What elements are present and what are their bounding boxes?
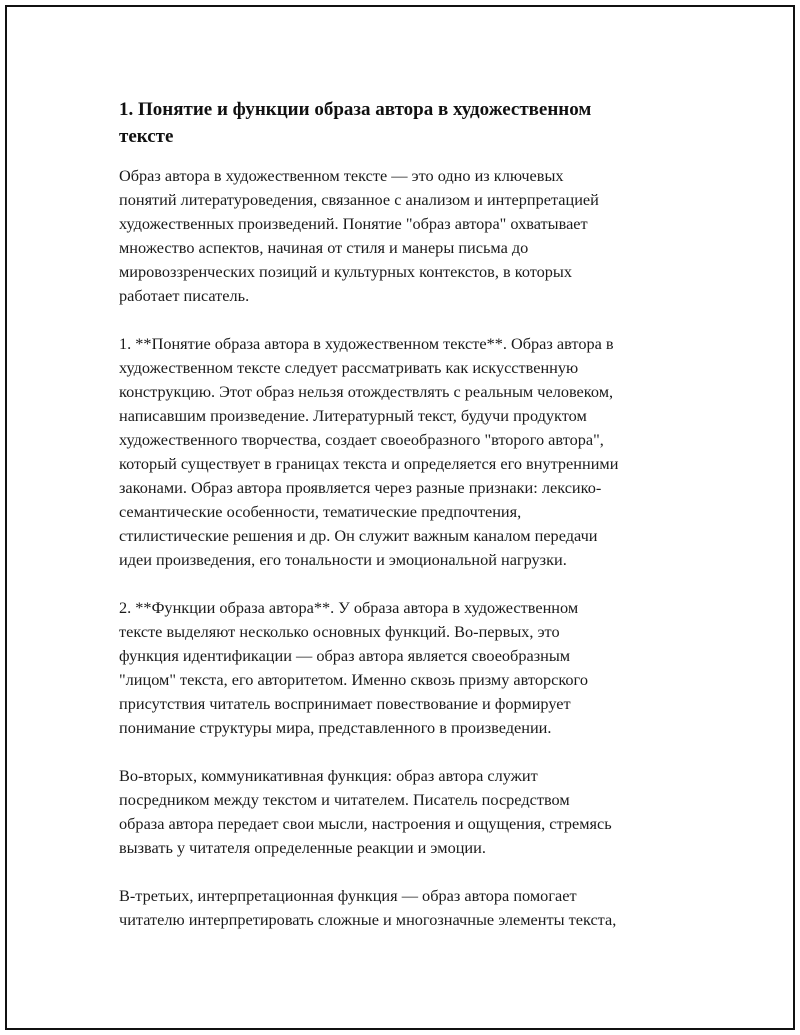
text-line: идеи произведения, его тональности и эмоциональной нагрузки. <box>119 550 567 569</box>
text-line: написавшим произведение. Литературный текст, будучи продуктом <box>119 406 587 425</box>
heading-line: 1. Понятие и функции образа автора в художественном <box>119 99 592 120</box>
text-line: мировоззренческих позиций и культурных контекстов, в которых <box>119 262 573 281</box>
text-line: законами. Образ автора проявляется через разные признаки: лексико- <box>119 478 602 497</box>
document-content <box>119 96 699 956</box>
concept-paragraph <box>119 332 699 572</box>
text-line: множество аспектов, начиная от стиля и манеры письма до <box>119 238 529 257</box>
text-line: художественном тексте следует рассматривать как искусственную <box>119 358 579 377</box>
text-line: функция идентификации — образ автора является своеобразным <box>119 646 571 665</box>
text-line: конструкцию. Этот образ нельзя отождествлять с реальным человеком, <box>119 382 614 401</box>
text-line: образа автора передает свои мысли, настроения и ощущения, стремясь <box>119 814 612 833</box>
text-line: стилистические решения и др. Он служит важным каналом передачи <box>119 526 598 545</box>
communicative-paragraph <box>119 764 699 860</box>
text-line: читателю интерпретировать сложные и многозначные элементы текста, <box>119 910 617 929</box>
intro-paragraph <box>119 164 699 308</box>
text-line: посредником между текстом и читателем. Писатель посредством <box>119 790 570 809</box>
text-line: 2. **Функции образа автора**. У образа автора в художественном <box>119 598 579 617</box>
text-line: 1. **Понятие образа автора в художественном тексте**. Образ автора в <box>119 334 614 353</box>
text-line: семантические особенности, тематические предпочтения, <box>119 502 522 521</box>
text-line: который существует в границах текста и определяется его внутренними <box>119 454 619 473</box>
text-line: художественного творчества, создает своеобразного "второго автора", <box>119 430 604 449</box>
interpretive-paragraph <box>119 884 699 932</box>
section-heading <box>119 96 699 150</box>
text-line: Во-вторых, коммуникативная функция: образ автора служит <box>119 766 538 785</box>
text-line: понятий литературоведения, связанное с анализом и интерпретацией <box>119 190 599 209</box>
functions-paragraph <box>119 596 699 740</box>
text-line: тексте выделяют несколько основных функций. Во-первых, это <box>119 622 560 641</box>
text-line: художественных произведений. Понятие "образ автора" охватывает <box>119 214 588 233</box>
text-line: вызвать у читателя определенные реакции и эмоции. <box>119 838 486 857</box>
heading-line: тексте <box>119 126 174 147</box>
text-line: "лицом" текста, его авторитетом. Именно сквозь призму авторского <box>119 670 588 689</box>
document-page <box>5 5 795 1030</box>
text-line: Образ автора в художественном тексте — это одно из ключевых <box>119 166 564 185</box>
text-line: понимание структуры мира, представленного в произведении. <box>119 718 552 737</box>
text-line: присутствия читатель воспринимает повествование и формирует <box>119 694 571 713</box>
text-line: работает писатель. <box>119 286 250 305</box>
text-line: В-третьих, интерпретационная функция — образ автора помогает <box>119 886 577 905</box>
